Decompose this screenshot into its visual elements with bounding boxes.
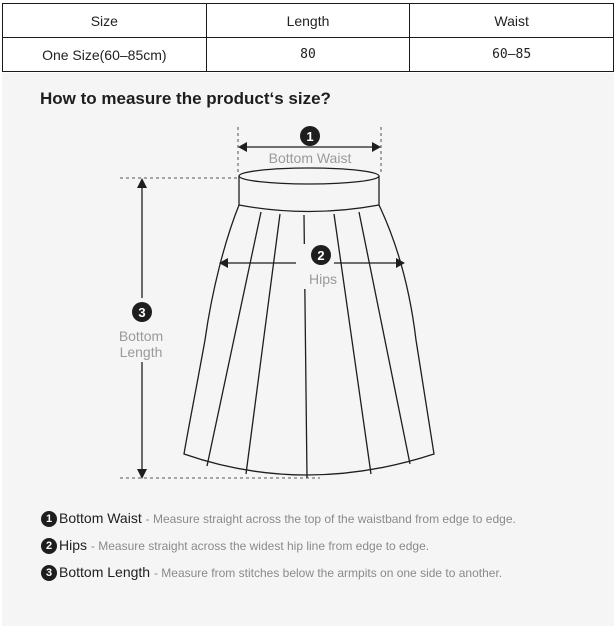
legend-description: - Measure straight across the top of the waistband from edge to edge.: [145, 512, 516, 526]
header-length: Length: [206, 4, 410, 38]
legend-term: Bottom Length: [59, 564, 151, 580]
header-size: Size: [3, 4, 207, 38]
legend-description: - Measure straight across the widest hip line from edge to edge.: [90, 539, 430, 553]
arrow-head-up: [137, 178, 147, 188]
arrow-head-left: [219, 258, 228, 268]
legend-term: Bottom Waist: [59, 510, 142, 526]
cell-size: One Size(60–85cm): [3, 38, 207, 72]
legend-number-badge: 1: [41, 511, 57, 527]
pleat-line: [359, 212, 410, 464]
arrow-head-right: [372, 142, 381, 152]
header-waist: Waist: [410, 4, 614, 38]
page-title: How to measure the product‘s size?: [40, 89, 331, 108]
waistband-top: [239, 168, 379, 184]
pleat-line: [207, 212, 261, 466]
hips-label: Hips: [308, 271, 338, 287]
legend-item-bottom-waist: [41, 510, 516, 527]
legend-term: Hips: [59, 537, 88, 553]
pleat-line: [246, 214, 280, 474]
bottom-waist-label: Bottom Waist: [268, 150, 352, 166]
legend-item-hips: [41, 537, 429, 554]
cell-length: 80: [206, 38, 410, 72]
arrow-head-left: [238, 142, 247, 152]
legend-number-badge: 2: [41, 538, 57, 554]
legend-description: - Measure from stitches below the armpits on one side to another.: [153, 566, 503, 580]
legend-item-bottom-length: [41, 564, 502, 581]
badge-3-number: 3: [138, 305, 146, 320]
cell-waist: 60–85: [410, 38, 614, 72]
length-label-line1: Bottom: [118, 328, 164, 344]
legend-number-badge: 3: [41, 565, 57, 581]
badge-2-number: 2: [317, 248, 325, 263]
badge-1-number: 1: [306, 129, 314, 144]
arrow-head-right: [396, 258, 405, 268]
pleat-line: [334, 214, 371, 474]
length-label-line2: Length: [119, 344, 163, 360]
